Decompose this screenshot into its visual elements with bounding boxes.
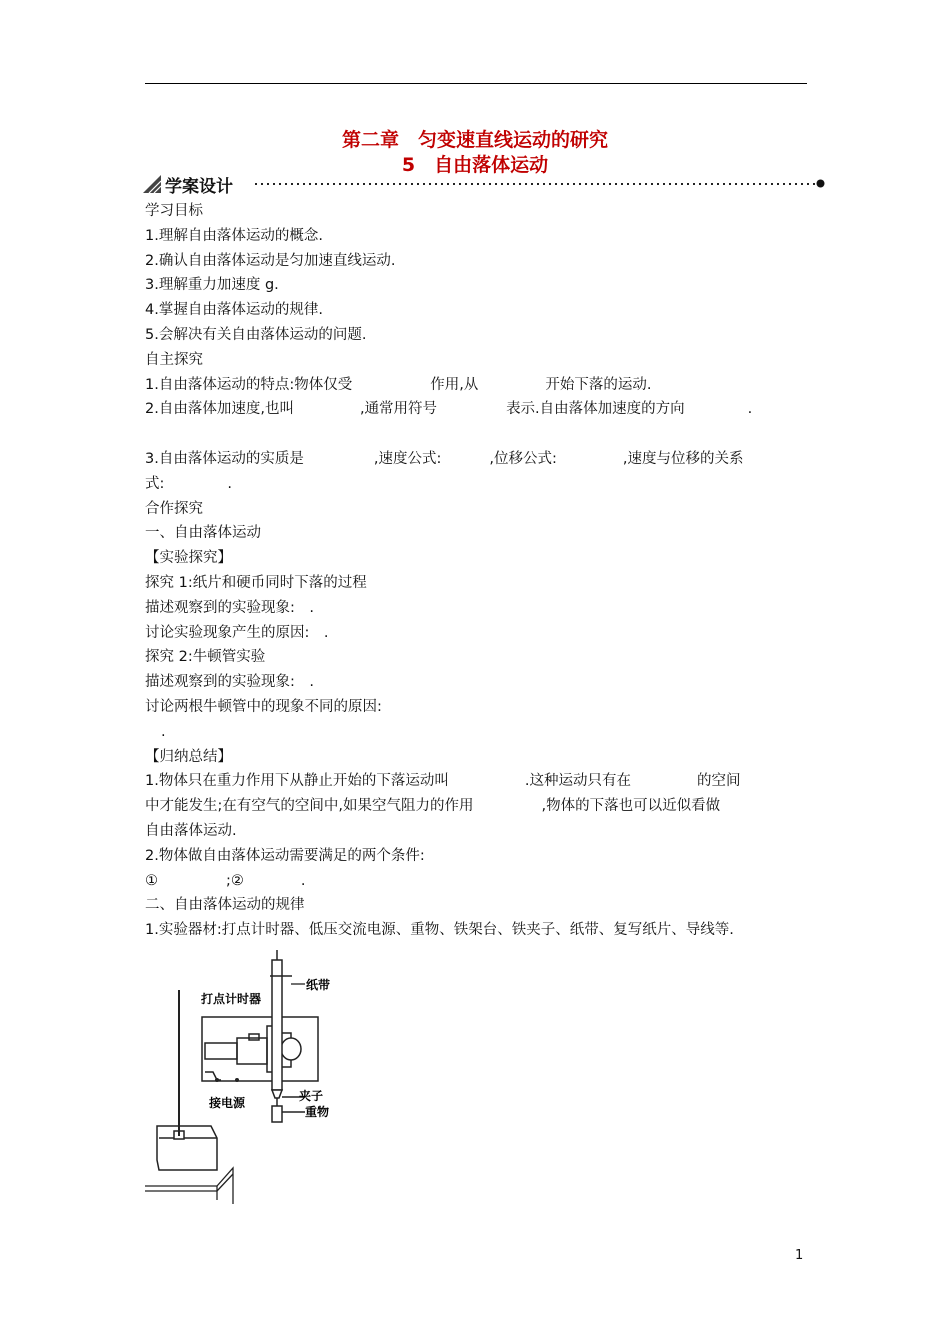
summary-1-end: 自由落体运动. xyxy=(145,822,237,839)
label-clip: 夹子 xyxy=(299,1089,324,1103)
answer-dot: . xyxy=(161,723,166,740)
summary-2: 2.物体做自由落体运动需要满足的两个条件: xyxy=(145,847,425,864)
summary-1-cont: 中才能发生;在有空气的空间中,如果空气阻力的作用 ,物体的下落也可以近似看做 xyxy=(145,798,721,815)
experiment-heading: 【实验探究】 xyxy=(145,550,232,567)
label-tape: 纸带 xyxy=(306,978,331,992)
objectives-heading: 学习目标 xyxy=(145,203,203,219)
section-header-label: 学案设计 xyxy=(165,177,233,197)
triangle-stripes-icon xyxy=(143,175,161,193)
part-2-heading: 二、自由落体运动的规律 xyxy=(145,897,305,914)
end-dot-icon xyxy=(816,179,825,188)
objective-item: 2.确认自由落体运动是匀加速直线运动. xyxy=(145,252,396,269)
dotted-rule xyxy=(255,183,817,185)
discuss-2: 讨论两根牛顿管中的现象不同的原因: xyxy=(145,698,382,715)
section-header-bar xyxy=(143,172,825,196)
stand-base xyxy=(157,1126,217,1170)
objective-item: 4.掌握自由落体运动的规律. xyxy=(145,302,323,319)
question-2: 2.自由落体加速度,也叫 ,通常用符号 表示.自由落体加速度的方向 . xyxy=(145,401,753,418)
objective-item: 5.会解决有关自由落体运动的问题. xyxy=(145,326,367,343)
summary-2-conditions: ① ;② . xyxy=(145,872,306,889)
summary-heading: 【归纳总结】 xyxy=(145,748,232,765)
label-weight: 重物 xyxy=(305,1105,330,1119)
label-timer: 打点计时器 xyxy=(201,992,262,1006)
experiment-2: 探究 2:牛顿管实验 xyxy=(145,649,266,666)
self-study-heading: 自主探究 xyxy=(145,351,203,368)
table xyxy=(145,1168,233,1204)
section-title: 5 自由落体运动 xyxy=(401,154,549,176)
objective-item: 3.理解重力加速度 g. xyxy=(145,277,279,294)
timer-box xyxy=(202,1017,318,1081)
label-power: 接电源 xyxy=(209,1096,246,1110)
objective-item: 1.理解自由落体运动的概念. xyxy=(145,227,323,244)
paper-tape xyxy=(270,950,292,1090)
header-rule xyxy=(145,83,807,84)
page-number: 1 xyxy=(795,1248,804,1263)
apparatus-diagram xyxy=(145,948,345,1208)
describe-1: 描述观察到的实验现象: . xyxy=(145,599,314,616)
equipment-line: 1.实验器材:打点计时器、低压交流电源、重物、铁架台、铁夹子、纸带、复写纸片、导线等. xyxy=(145,922,734,939)
question-1: 1.自由落体运动的特点:物体仅受 作用,从 开始下落的运动. xyxy=(145,376,652,393)
part-1-heading: 一、自由落体运动 xyxy=(145,525,261,542)
chapter-title: 第二章 匀变速直线运动的研究 xyxy=(341,129,608,151)
discuss-1: 讨论实验现象产生的原因: . xyxy=(145,624,329,641)
describe-2: 描述观察到的实验现象: . xyxy=(145,674,314,691)
summary-1: 1.物体只在重力作用下从静止开始的下落运动叫 .这种运动只有在 的空间 xyxy=(145,773,741,790)
question-3-cont: 式: . xyxy=(145,475,232,492)
document-body xyxy=(145,199,810,943)
experiment-1: 探究 1:纸片和硬币同时下落的过程 xyxy=(145,574,367,591)
cooperative-heading: 合作探究 xyxy=(145,500,203,517)
question-3: 3.自由落体运动的实质是 ,速度公式: ,位移公式: ,速度与位移的关系 xyxy=(145,450,744,467)
